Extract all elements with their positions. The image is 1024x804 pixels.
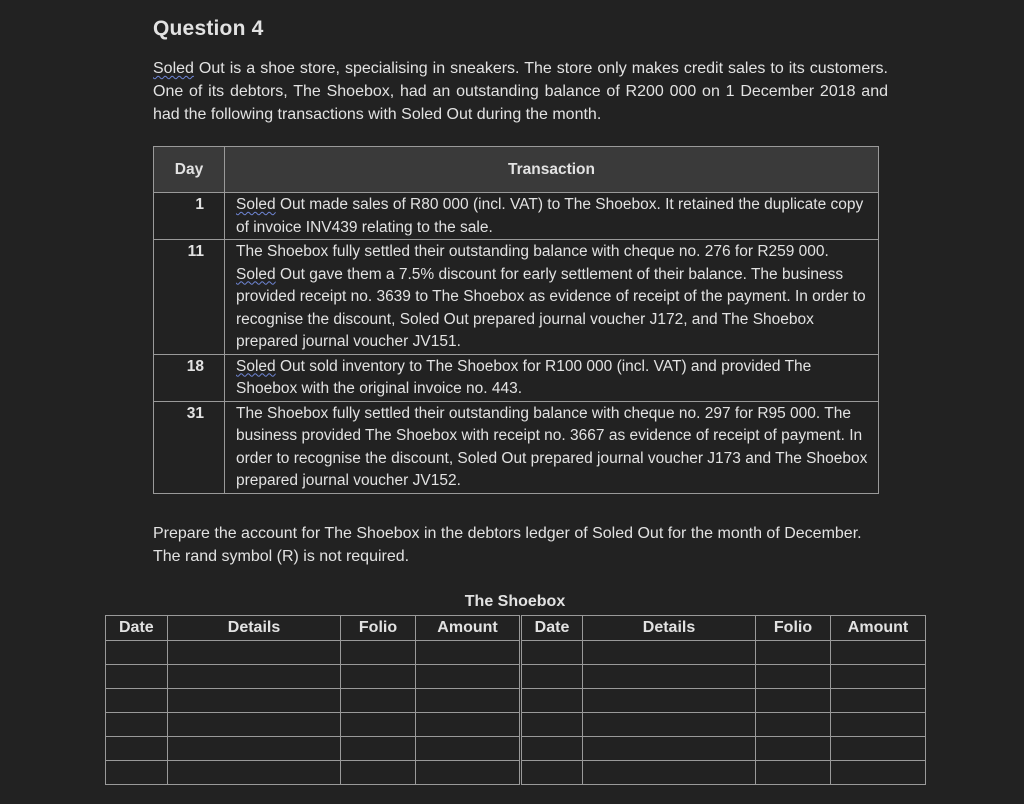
ledger-cell[interactable]: [756, 761, 831, 785]
ledger-row: [106, 761, 926, 785]
row-day: 31: [154, 401, 225, 493]
ledger-row: [106, 665, 926, 689]
ledger-cell[interactable]: [831, 737, 926, 761]
row-transaction: [225, 401, 879, 493]
ledger-cell[interactable]: [168, 713, 341, 737]
question-intro: [153, 57, 888, 126]
ledger-cell[interactable]: [168, 641, 341, 665]
ledger-cell[interactable]: [341, 641, 416, 665]
ledger-cell[interactable]: [583, 689, 756, 713]
ledger-cell[interactable]: [521, 689, 583, 713]
ledger-cell[interactable]: [521, 641, 583, 665]
ledger-cell[interactable]: [416, 737, 521, 761]
ledger-cell[interactable]: [583, 737, 756, 761]
ledger-cell[interactable]: [106, 713, 168, 737]
table-row: [154, 401, 879, 493]
ledger-cell[interactable]: [416, 665, 521, 689]
table-row: [154, 193, 879, 240]
ledger-cell[interactable]: [521, 665, 583, 689]
ledger-cell[interactable]: [168, 761, 341, 785]
ledger-cell[interactable]: [168, 689, 341, 713]
transaction-text: Out made sales of R80 000 (incl. VAT) to The Shoebox. It retained the duplicate copy of invoice INV439 relating to the sale.: [236, 196, 864, 236]
transactions-table: [153, 146, 879, 494]
ledger-cell[interactable]: [756, 737, 831, 761]
ledger-table: [105, 615, 926, 785]
ledger-header-folio-credit: Folio: [756, 616, 831, 641]
ledger-cell[interactable]: [341, 713, 416, 737]
ledger-cell[interactable]: [831, 713, 926, 737]
row-transaction: [225, 193, 879, 240]
ledger-header-details-debit: Details: [168, 616, 341, 641]
ledger-cell[interactable]: [831, 641, 926, 665]
ledger-cell[interactable]: [831, 665, 926, 689]
ledger-cell[interactable]: [106, 737, 168, 761]
ledger-cell[interactable]: [583, 641, 756, 665]
ledger-cell[interactable]: [756, 689, 831, 713]
ledger-cell[interactable]: [341, 761, 416, 785]
transaction-text-continued: Out gave them a 7.5% discount for early settlement of their balance. The business provided receipt no. 3639 to The Shoebox as evidence of receipt of the payment. In order to recognise the discount, Soled Out prepared journal voucher J172, and The Shoebox prepared journal voucher JV151.: [236, 265, 866, 350]
row-day: 18: [154, 354, 225, 401]
transaction-text: The Shoebox fully settled their outstanding balance with cheque no. 297 for R95 000. The business provided The Shoebox with receipt no. 3667 as evidence of receipt of payment. In order to recognise the discount, Soled Out prepared journal voucher J173 and The Shoebox prepared journal voucher JV152.: [236, 404, 868, 489]
ledger-cell[interactable]: [831, 761, 926, 785]
row-day: 1: [154, 193, 225, 240]
spellcheck-word: Soled: [236, 265, 276, 283]
ledger-cell[interactable]: [756, 713, 831, 737]
ledger-cell[interactable]: [341, 737, 416, 761]
ledger-header-folio-debit: Folio: [341, 616, 416, 641]
ledger-cell[interactable]: [416, 761, 521, 785]
ledger-cell[interactable]: [583, 713, 756, 737]
transaction-header: Transaction: [225, 147, 879, 193]
spellcheck-word: Soled: [236, 357, 276, 375]
intro-text: Out is a shoe store, specialising in sneakers. The store only makes credit sales to its customers. One of its debtors, The Shoebox, had an outstanding balance of R200 000 on 1 December 2018 and had the following transactions with Soled Out during the month.: [153, 60, 888, 123]
ledger-header-row: [106, 616, 926, 641]
ledger-cell[interactable]: [583, 665, 756, 689]
spellcheck-word: Soled: [236, 196, 276, 213]
transaction-text: The Shoebox fully settled their outstanding balance with cheque no. 276 for R259 000.: [236, 243, 829, 260]
task-prompt: Prepare the account for The Shoebox in the debtors ledger of Soled Out for the month of December. The rand symbol (R) is not required.: [153, 525, 862, 565]
ledger-row: [106, 689, 926, 713]
ledger-row: [106, 713, 926, 737]
ledger-cell[interactable]: [416, 641, 521, 665]
transactions-header-row: [154, 147, 879, 193]
ledger-header-date-debit: Date: [106, 616, 168, 641]
ledger-cell[interactable]: [521, 737, 583, 761]
ledger-cell[interactable]: [521, 713, 583, 737]
ledger-cell[interactable]: [168, 665, 341, 689]
row-transaction: [225, 240, 879, 355]
ledger-cell[interactable]: [106, 689, 168, 713]
ledger-cell[interactable]: [416, 689, 521, 713]
ledger-cell[interactable]: [831, 689, 926, 713]
ledger-cell[interactable]: [106, 665, 168, 689]
ledger-row: [106, 737, 926, 761]
ledger-cell[interactable]: [756, 641, 831, 665]
table-row: [154, 240, 879, 355]
day-header: Day: [154, 147, 225, 193]
ledger-header-date-credit: Date: [521, 616, 583, 641]
ledger-cell[interactable]: [341, 665, 416, 689]
ledger-cell[interactable]: [168, 737, 341, 761]
ledger-cell[interactable]: [416, 713, 521, 737]
question-title: Question 4: [153, 17, 264, 40]
ledger-cell[interactable]: [106, 761, 168, 785]
ledger-header-amount-credit: Amount: [831, 616, 926, 641]
row-transaction: [225, 354, 879, 401]
ledger-cell[interactable]: [583, 761, 756, 785]
ledger-title: The Shoebox: [464, 593, 566, 610]
transaction-text: Out sold inventory to The Shoebox for R100 000 (incl. VAT) and provided The Shoebox with the original invoice no. 443.: [236, 357, 812, 397]
ledger-cell[interactable]: [341, 689, 416, 713]
ledger-cell[interactable]: [521, 761, 583, 785]
ledger-header-details-credit: Details: [583, 616, 756, 641]
row-day: 11: [154, 240, 225, 355]
ledger-cell[interactable]: [106, 641, 168, 665]
ledger-row: [106, 641, 926, 665]
ledger-header-amount-debit: Amount: [416, 616, 521, 641]
ledger-cell[interactable]: [756, 665, 831, 689]
intro-spellcheck-word: Soled: [153, 60, 194, 77]
table-row: [154, 354, 879, 401]
